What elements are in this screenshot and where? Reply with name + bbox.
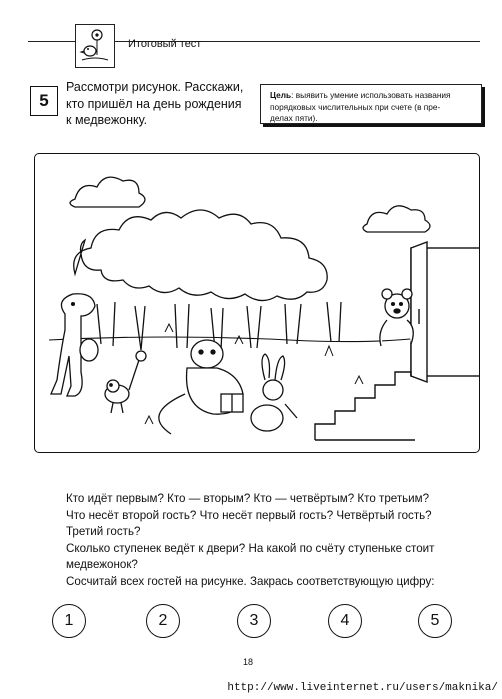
goal-label: Цель	[270, 90, 292, 100]
birthday-illustration	[34, 153, 480, 453]
goal-text-line: : выявить умение использовать названия	[291, 90, 451, 100]
task-instruction-line: Рассмотри рисунок. Расскажи,	[66, 80, 244, 94]
answer-circle-5[interactable]: 5	[418, 604, 452, 638]
question-list	[66, 491, 486, 591]
question-line: Кто идёт первым? Кто — вторым? Кто — четвёртым? Кто третьим?	[66, 492, 430, 505]
answer-circle-3[interactable]: 3	[237, 604, 271, 638]
question-line: Что несёт второй гость? Что несёт первый гость? Четвёртый гость?	[66, 508, 432, 522]
header-title: Итоговый тест	[128, 38, 202, 50]
question-line: Третий гость?	[66, 525, 141, 539]
footer-url: http://www.liveinternet.ru/users/maknika/	[227, 682, 498, 694]
answer-circle-2[interactable]: 2	[146, 604, 180, 638]
question-line: медвежонок?	[66, 558, 138, 572]
task-instruction-line: к медвежонку.	[66, 113, 148, 127]
answer-circle-4[interactable]: 4	[328, 604, 362, 638]
question-line: Сосчитай всех гостей на рисунке. Закрась соответствующую цифру:	[66, 574, 435, 588]
goal-text-line: порядковых числительных при счете (в пре-	[270, 101, 441, 112]
goal-text-line: делах пяти).	[270, 113, 318, 123]
task-instruction	[66, 79, 256, 129]
dog-illustration	[51, 294, 98, 396]
task-number: 5	[30, 86, 58, 116]
answer-options	[0, 604, 502, 664]
trees-illustration	[74, 210, 341, 350]
bird-flower-logo-icon	[75, 24, 115, 68]
door-illustration	[411, 242, 480, 382]
bird-illustration	[105, 351, 146, 413]
rabbit-illustration	[251, 354, 297, 431]
stairs-illustration	[315, 372, 415, 440]
task-instruction-line: кто пришёл на день рождения	[66, 96, 242, 111]
bear-illustration	[380, 289, 413, 346]
page-number: 18	[243, 657, 254, 667]
question-line: Сколько ступенек ведёт к двери? На какой по счёту ступеньке стоит	[66, 541, 435, 555]
answer-circle-1[interactable]: 1	[52, 604, 86, 638]
goal-box	[260, 84, 482, 124]
monkey-illustration	[159, 340, 243, 434]
